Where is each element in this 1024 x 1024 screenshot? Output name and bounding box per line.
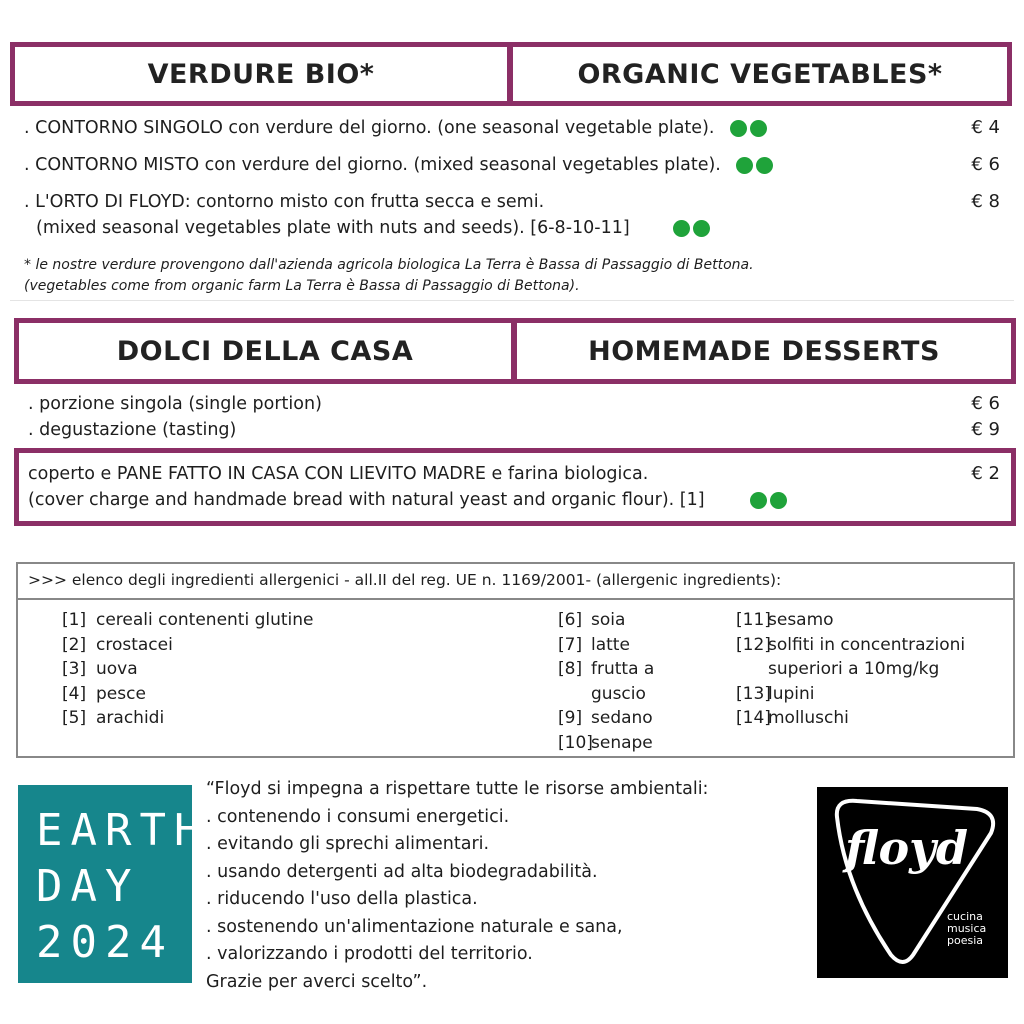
allergen-name: pesce [96, 683, 146, 704]
allergen-number: [2] [62, 634, 87, 655]
allergen-number: [1] [62, 610, 87, 630]
allergen-number: [8] [558, 659, 583, 679]
allergen-name: crostacei [96, 634, 173, 655]
logo-wordmark: floyd [845, 821, 969, 875]
cover-charge-price: € 2 [971, 463, 1000, 484]
vegan-dots-icon [673, 217, 713, 239]
allergen-number: [6] [558, 610, 583, 630]
menu-item-text: (mixed seasonal vegetables plate with nuts and seeds). [6-8-10-11] [36, 218, 630, 238]
logo-tag-line: poesia [947, 934, 984, 947]
vegetables-note-en: (vegetables come from organic farm La Terra è Bassa di Passaggio di Bettona). [24, 278, 580, 294]
allergen-item-continued [736, 657, 965, 682]
pledge-line: . valorizzando i prodotti del territorio. [206, 944, 533, 964]
green-circle-icon [673, 220, 690, 237]
pledge-line: “Floyd si impegna a rispettare tutte le risorse ambientali: [206, 779, 709, 799]
allergen-name: latte [591, 634, 630, 655]
pledge-line: . riducendo l'uso della plastica. [206, 889, 478, 909]
menu-item-contorno-misto [24, 154, 776, 176]
allergen-number: [14] [736, 708, 771, 728]
pledge-line: . usando detergenti ad alta biodegradabilità. [206, 861, 598, 882]
vegan-dots-icon [736, 154, 776, 176]
earth-day-line: DAY [36, 861, 140, 912]
menu-item-text: . CONTORNO SINGOLO con verdure del giorno. (one seasonal vegetable plate). [24, 118, 715, 138]
menu-item-text: . CONTORNO MISTO con verdure del giorno. (mixed seasonal vegetables plate). [24, 155, 721, 175]
pledge-line: . contenendo i consumi energetici. [206, 806, 510, 827]
allergen-item [736, 633, 965, 658]
green-circle-icon [736, 157, 753, 174]
logo-tagline [947, 911, 986, 947]
cover-charge-text: coperto e PANE FATTO IN CASA CON LIEVITO MADRE e farina biologica. [28, 464, 649, 484]
pledge-line: . evitando gli sprechi alimentari. [206, 834, 490, 854]
vegan-dots-icon [750, 489, 790, 511]
pledge-line: Grazie per averci scelto”. [206, 971, 428, 992]
allergen-number: [10] [558, 732, 593, 753]
allergen-item-continued [558, 682, 654, 707]
sustainability-pledge [206, 776, 708, 996]
allergen-number: [7] [558, 634, 583, 655]
guitar-pick-icon [817, 787, 1008, 978]
allergen-number: [9] [558, 708, 583, 728]
allergen-item [558, 731, 654, 756]
menu-item-orto-di-floyd: . L'ORTO DI FLOYD: contorno misto con frutta secca e semi. [24, 192, 545, 212]
allergen-name: cereali contenenti glutine [96, 610, 314, 630]
allergen-item [736, 682, 965, 707]
green-circle-icon [693, 220, 710, 237]
desserts-header [14, 318, 1016, 384]
floyd-logo [817, 787, 1008, 978]
allergen-item [62, 608, 314, 633]
allergen-item [736, 608, 965, 633]
green-circle-icon [730, 120, 747, 137]
allergen-item [62, 657, 314, 682]
allergen-number: [4] [62, 683, 87, 704]
menu-item-price: € 8 [971, 191, 1000, 212]
dessert-price: € 9 [971, 419, 1000, 440]
divider [10, 300, 1014, 301]
allergen-name: senape [591, 732, 653, 753]
allergen-column-1 [62, 608, 314, 731]
allergen-item [62, 706, 314, 731]
allergen-list [16, 562, 1015, 758]
allergen-column-3 [736, 608, 965, 731]
allergen-number: [12] [736, 634, 771, 655]
desserts-title-it: DOLCI DELLA CASA [19, 323, 511, 379]
allergen-number: [5] [62, 708, 87, 728]
allergen-item [62, 633, 314, 658]
earth-day-badge [18, 785, 209, 983]
logo-tag-line: cucina [947, 910, 983, 923]
cover-charge-text-en [28, 489, 790, 511]
allergen-name: soia [591, 610, 626, 630]
allergen-name: lupini [768, 683, 815, 704]
allergen-name: sedano [591, 708, 653, 728]
pledge-line: . sostenendo un'alimentazione naturale e sana, [206, 916, 623, 937]
vegan-dots-icon [730, 117, 770, 139]
vegetables-title-en: ORGANIC VEGETABLES* [513, 47, 1007, 101]
green-circle-icon [750, 492, 767, 509]
menu-item-price: € 6 [971, 154, 1000, 175]
allergen-number: [13] [736, 683, 771, 704]
allergen-name: frutta a [591, 659, 655, 679]
vegetables-title-it: VERDURE BIO* [15, 47, 507, 101]
green-circle-icon [770, 492, 787, 509]
vegetables-note: * le nostre verdure provengono dall'azienda agricola biologica La Terra è Bassa di Passaggio di Bettona. [24, 257, 754, 273]
dessert-single-portion: . porzione singola (single portion) [28, 394, 322, 414]
allergen-name: solfiti in concentrazioni [768, 634, 966, 655]
earth-day-year: 2024 [36, 917, 174, 968]
cover-charge-text-en-label: (cover charge and handmade bread with natural yeast and organic flour). [1] [28, 490, 705, 510]
allergen-item [558, 608, 654, 633]
menu-item-contorno-singolo [24, 117, 770, 139]
vegetables-header [10, 42, 1012, 106]
allergen-name: sesamo [768, 610, 834, 630]
allergen-name: arachidi [96, 708, 165, 728]
allergen-name: uova [96, 659, 138, 679]
dessert-tasting: . degustazione (tasting) [28, 420, 237, 440]
menu-item-orto-di-floyd-en [36, 217, 713, 239]
desserts-title-en: HOMEMADE DESSERTS [517, 323, 1011, 379]
allergen-name: superiori a 10mg/kg [768, 659, 940, 679]
allergen-item [558, 633, 654, 658]
cover-charge-box [14, 448, 1016, 526]
allergen-item [558, 657, 654, 682]
allergen-name: molluschi [768, 708, 849, 728]
allergen-column-2 [558, 608, 654, 755]
green-circle-icon [750, 120, 767, 137]
allergen-item [558, 706, 654, 731]
dessert-price: € 6 [971, 393, 1000, 414]
green-circle-icon [756, 157, 773, 174]
allergen-number-spacer [736, 657, 768, 682]
allergen-name: guscio [591, 683, 646, 704]
allergen-number: [11] [736, 610, 771, 630]
menu-item-price: € 4 [971, 117, 1000, 138]
allergen-item [62, 682, 314, 707]
earth-day-line: EARTH [36, 805, 209, 856]
allergen-item [736, 706, 965, 731]
allergen-number-spacer [558, 682, 591, 707]
allergen-number: [3] [62, 659, 87, 679]
logo-tag-line: musica [947, 922, 987, 935]
allergen-header: >>> elenco degli ingredienti allergenici - all.II del reg. UE n. 1169/2001- (allergenic ingredients): [18, 564, 1013, 600]
